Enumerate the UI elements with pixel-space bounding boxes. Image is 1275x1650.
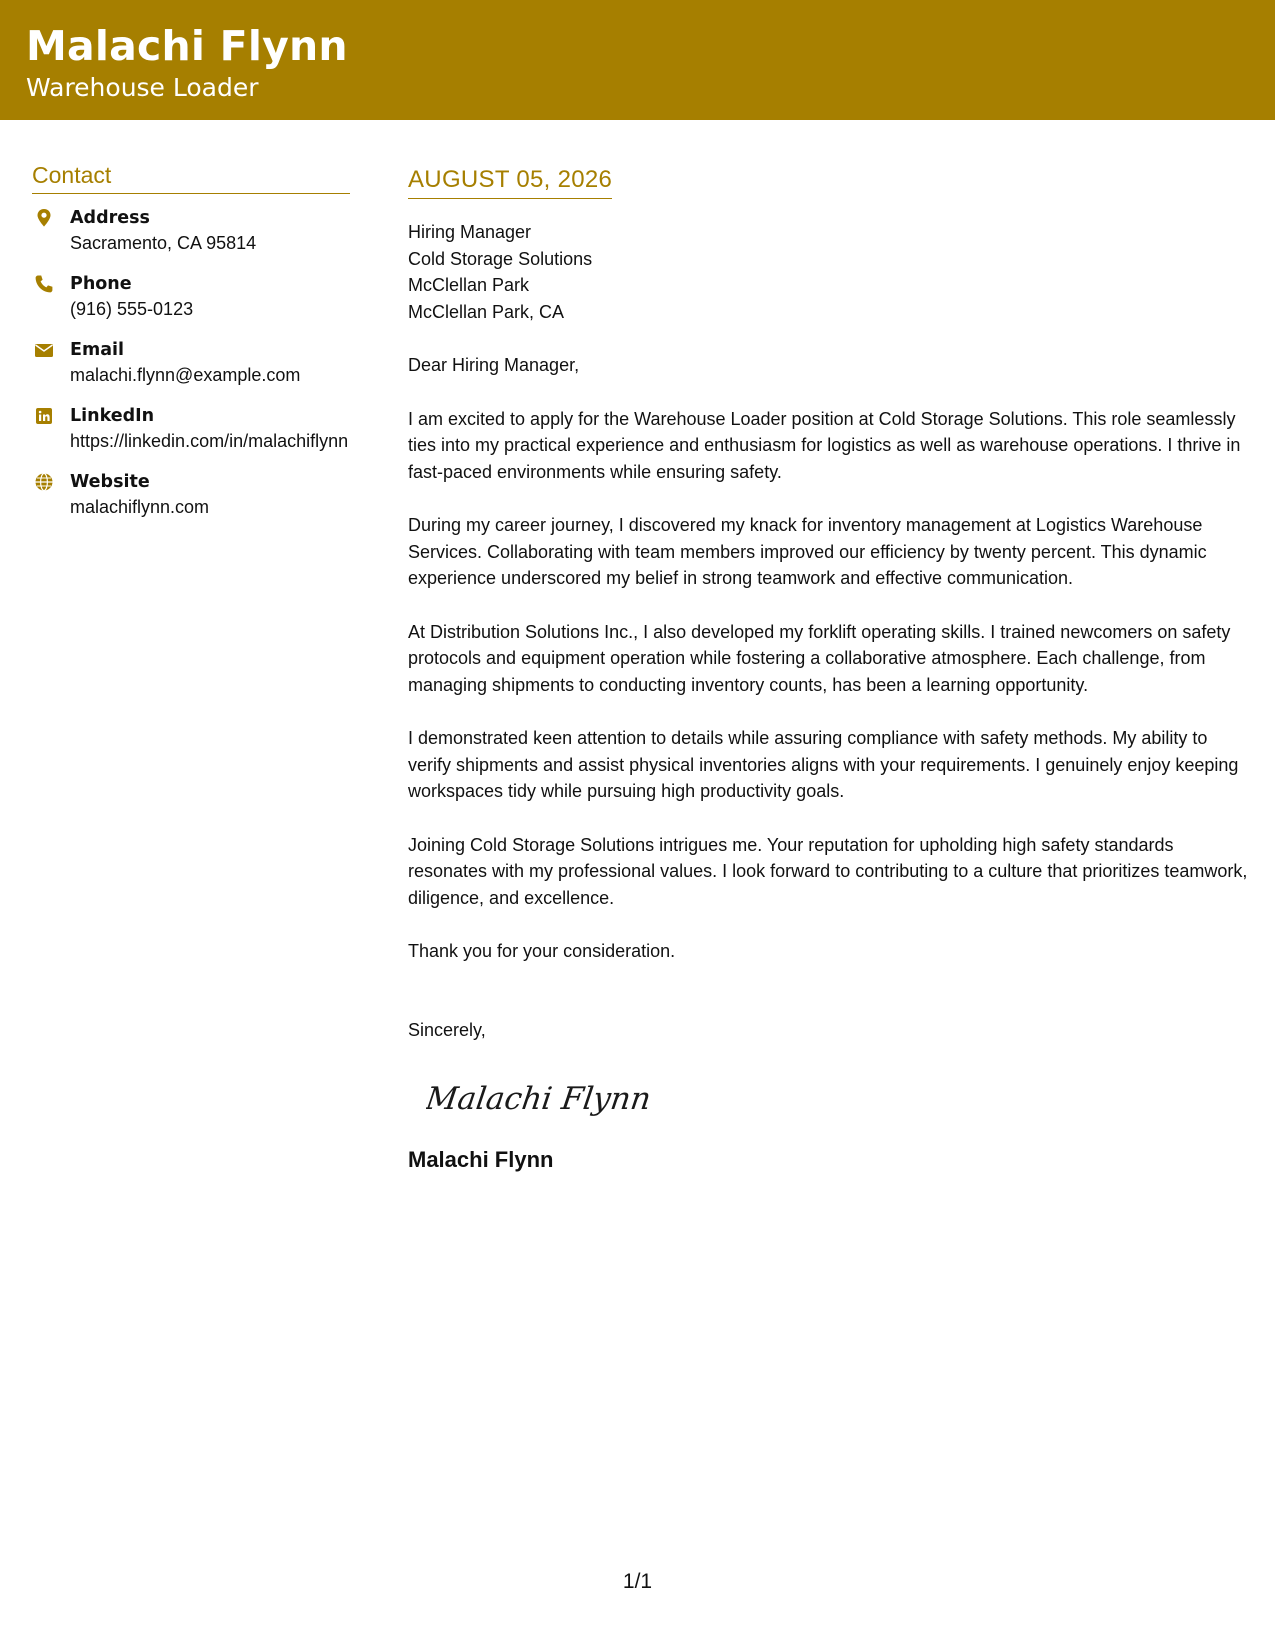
- recipient-block: [408, 219, 1248, 325]
- contact-value: malachi.flynn@example.com: [70, 365, 301, 385]
- paragraph: At Distribution Solutions Inc., I also developed my forklift operating skills. I trained newcomers on safety protocols and equipment operation while fostering a collaborative atmosphere. Each challenge, from managing shipments to conducting inventory counts, has been a learning opportunity.: [408, 621, 1231, 695]
- letter-paragraphs: [408, 406, 1248, 965]
- closing: Sincerely,: [408, 1019, 486, 1040]
- contact-label: Address: [70, 208, 150, 228]
- letter-date: AUGUST 05, 2026: [408, 166, 612, 199]
- contact-label: LinkedIn: [70, 406, 155, 426]
- job-title: Warehouse Loader: [26, 73, 259, 102]
- phone-icon: [34, 274, 54, 294]
- contact-value: (916) 555-0123: [70, 299, 194, 319]
- globe-icon: [34, 472, 54, 492]
- contact-value[interactable]: malachiflynn.com: [70, 497, 210, 517]
- signer-name: Malachi Flynn: [408, 1147, 554, 1172]
- paragraph: I demonstrated keen attention to details while assuring compliance with safety methods. My ability to verify shipments and assist physical inventories aligns with your requirements. I genuinely enjoy keeping workspaces tidy while pursuing high productivity goals.: [408, 728, 1239, 801]
- paragraph: Thank you for your consideration.: [408, 941, 676, 961]
- recipient-line: McClellan Park, CA: [408, 301, 565, 322]
- envelope-icon: [34, 340, 54, 360]
- contact-value: Sacramento, CA 95814: [70, 233, 257, 253]
- letter-body: [408, 166, 1248, 1173]
- recipient-line: Hiring Manager: [408, 222, 532, 242]
- applicant-name: Malachi Flynn: [26, 22, 348, 70]
- handwritten-signature: [426, 1071, 686, 1127]
- header-banner: [0, 0, 1275, 120]
- page-number: 1/1: [622, 1570, 653, 1593]
- contact-value[interactable]: https://linkedin.com/in/malachiflynn: [70, 431, 349, 451]
- signature-text: Malachi Flynn: [426, 1081, 654, 1117]
- contact-list: [32, 206, 352, 520]
- contact-item-website: [32, 470, 352, 520]
- contact-label: Phone: [70, 274, 132, 294]
- contact-label: Website: [70, 472, 150, 492]
- contact-item-phone: [32, 272, 352, 322]
- paragraph: During my career journey, I discovered my knack for inventory management at Logistics Warehouse Services. Collaborating with team members improved our efficiency by twenty percent. This dynamic experience underscored my belief in strong teamwork and effective communication.: [408, 515, 1207, 588]
- paragraph: Joining Cold Storage Solutions intrigues me. Your reputation for upholding high safety standards resonates with my professional values. I look forward to contributing to a culture that prioritizes teamwork, diligence, and excellence.: [408, 834, 1248, 908]
- recipient-line: McClellan Park: [408, 275, 530, 295]
- contact-item-email: [32, 338, 352, 388]
- contact-sidebar: [32, 162, 352, 536]
- paragraph: I am excited to apply for the Warehouse Loader position at Cold Storage Solutions. This role seamlessly ties into my practical experience and enthusiasm for logistics as well as warehouse operations. I thrive in fast-paced environments while ensuring safety.: [408, 408, 1241, 482]
- contact-item-address: [32, 206, 352, 256]
- recipient-line: Cold Storage Solutions: [408, 248, 593, 269]
- salutation: Dear Hiring Manager,: [408, 355, 580, 375]
- map-pin-icon: [34, 208, 54, 228]
- contact-item-linkedin: [32, 404, 352, 454]
- linkedin-icon: [34, 406, 54, 426]
- contact-label: Email: [70, 340, 124, 360]
- contact-heading: Contact: [32, 162, 350, 194]
